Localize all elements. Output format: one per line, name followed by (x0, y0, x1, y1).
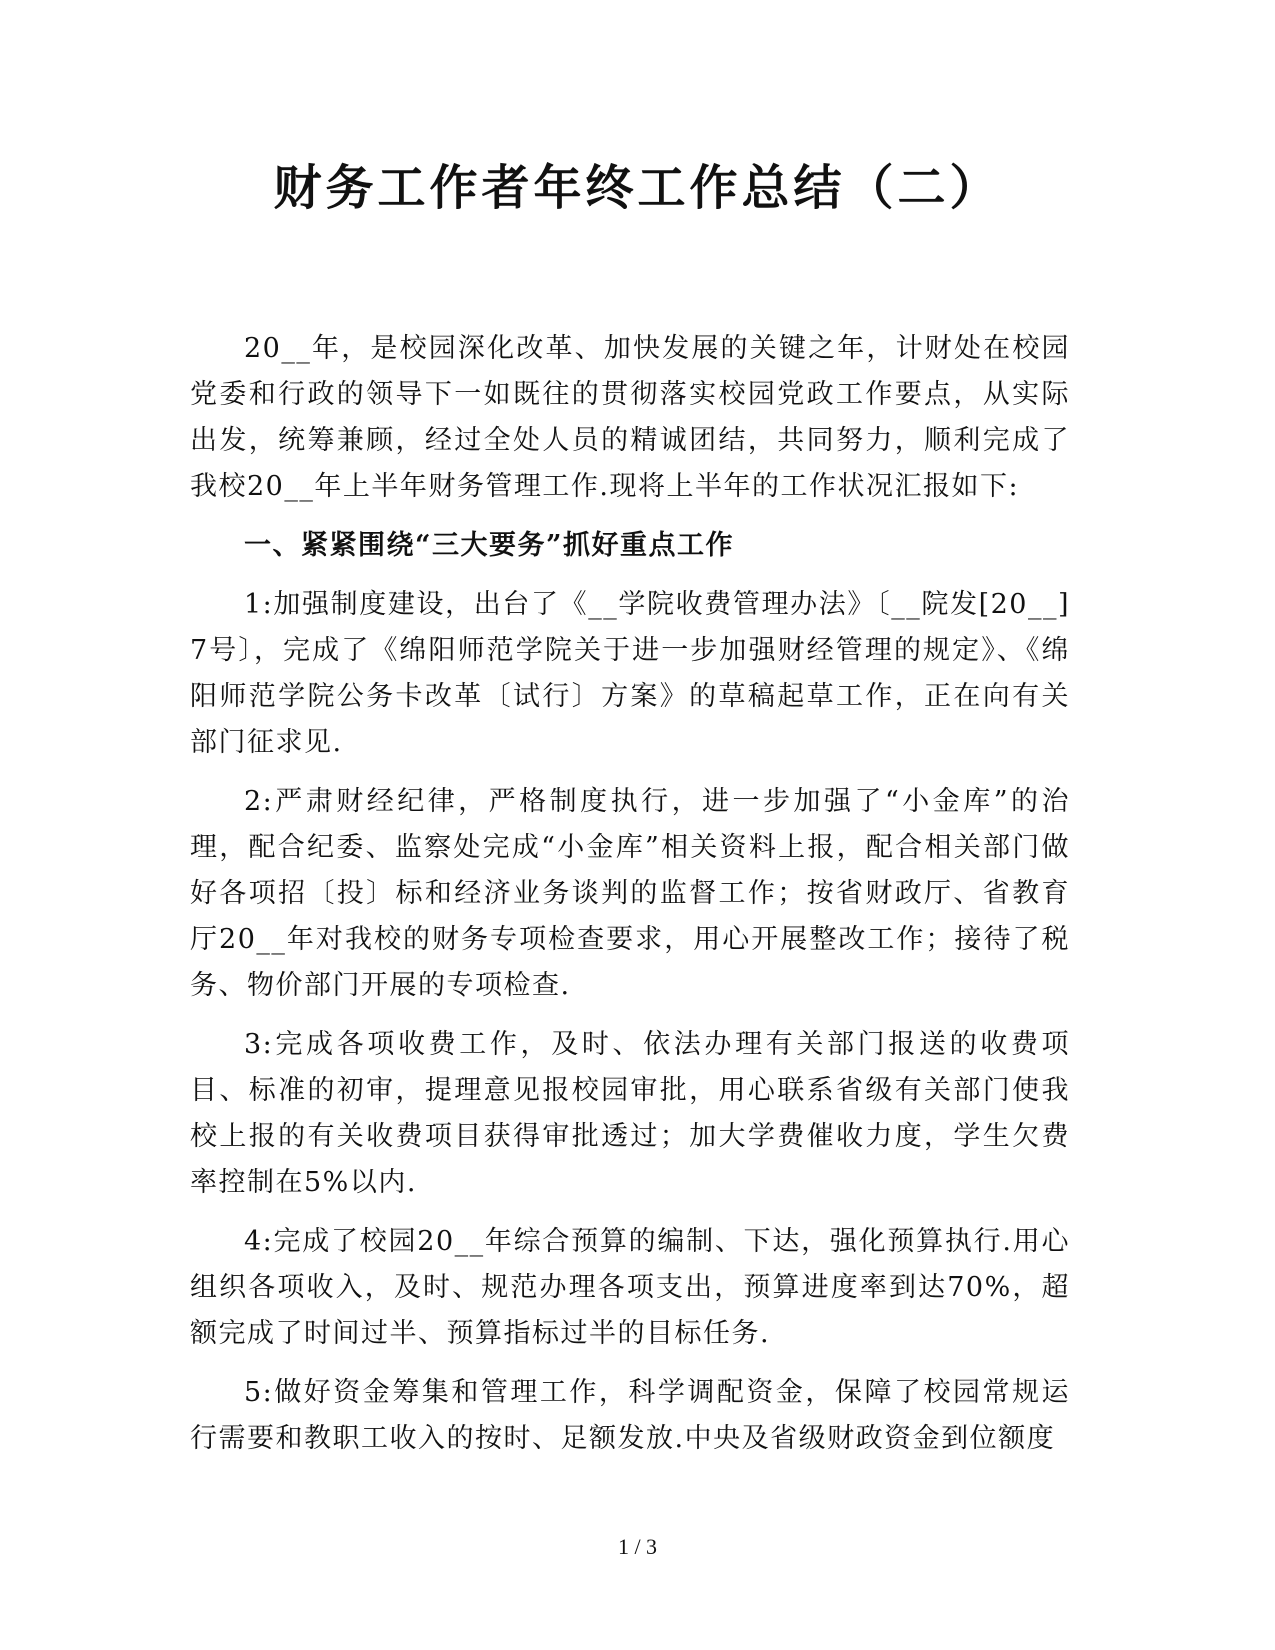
document-title: 财务工作者年终工作总结（二） (273, 160, 1002, 216)
section-heading: 一、紧紧围绕“三大要务”抓好重点工作 (244, 530, 735, 561)
intro-paragraph: 20__年，是校园深化改革、加快发展的关键之年，计财处在校园党委和行政的领导下一如既往的贯彻落实校园党政工作要点，从实际出发，统筹兼顾，经过全处人员的精诚团结，共同努力，顺利完成了我校20__年上半年财务管理工作.现将上半年的工作状况汇报如下: (190, 333, 1070, 502)
item-paragraph-5: 5:做好资金筹集和管理工作，科学调配资金，保障了校园常规运行需要和教职工收入的按时、足额发放.中央及省级财政资金到位额度 (190, 1377, 1070, 1454)
item-paragraph-2: 2:严肃财经纪律，严格制度执行，进一步加强了“小金库”的治理，配合纪委、监察处完成“小金库”相关资料上报，配合相关部门做好各项招〔投〕标和经济业务谈判的监督工作；按省财政厅、省教育厅20__年对我校的财务专项检查要求，用心开展整改工作；接待了税务、物价部门开展的专项检查. (190, 786, 1070, 1001)
document-body (190, 326, 1070, 1475)
item-paragraph-3: 3:完成各项收费工作，及时、依法办理有关部门报送的收费项目、标准的初审，提理意见报校园审批，用心联系省级有关部门使我校上报的有关收费项目获得审批透过；加大学费催收力度，学生欠费率控制在5%以内. (190, 1029, 1070, 1198)
page-number: 1 / 3 (617, 1534, 658, 1559)
item-paragraph-4: 4:完成了校园20__年综合预算的编制、下达，强化预算执行.用心组织各项收入，及时、规范办理各项支出，预算进度率到达70%，超额完成了时间过半、预算指标过半的目标任务. (190, 1226, 1070, 1349)
item-paragraph-1: 1:加强制度建设，出台了《__学院收费管理办法》〔__院发[20__]7号〕，完成了《绵阳师范学院关于进一步加强财经管理的规定》、《绵阳师范学院公务卡改革〔试行〕方案》的草稿起草工作，正在向有关部门征求见. (190, 589, 1070, 758)
